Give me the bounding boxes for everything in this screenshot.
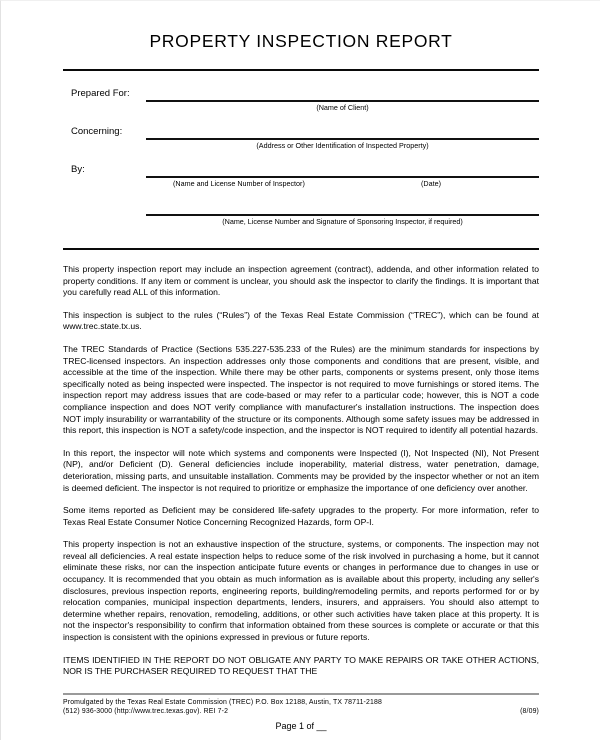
page-footer: [63, 693, 539, 731]
by-input-line[interactable]: [146, 176, 539, 178]
page-number: Page 1 of __: [275, 720, 327, 731]
concerning-label: Concerning:: [71, 126, 123, 137]
paragraph-inspection-codes: In this report, the inspector will note which systems and components were Inspected (I), Not Inspected (NI), Not Present (NP), and/or Deficient (D). General deficiencies include inoperability, material distress, water penetration, damage, deterioration, missing parts, and unsuitable installation. Comments may be provided by the inspector whether or not an item is deemed deficient. The inspector is not required to prioritize or emphasize the importance of one deficiency over another.: [63, 447, 539, 493]
paragraph-trec-rules: This inspection is subject to the rules (“Rules”) of the Texas Real Estate Commission (“TREC”), which can be found at www.trec.state.tx.us.: [63, 309, 539, 332]
title-divider: [63, 69, 539, 71]
sponsoring-inspector-input-line[interactable]: [146, 214, 539, 216]
inspector-name-caption: (Name and License Number of Inspector): [173, 179, 305, 188]
body-text: [63, 264, 539, 678]
concerning-caption: (Address or Other Identification of Inspected Property): [256, 141, 429, 150]
prepared-for-label: Prepared For:: [71, 88, 130, 99]
sponsoring-inspector-caption: (Name, License Number and Signature of Sponsoring Inspector, if required): [222, 217, 463, 226]
date-caption: (Date): [421, 179, 441, 188]
prepared-for-caption: (Name of Client): [316, 103, 369, 112]
footer-line-1: Promulgated by the Texas Real Estate Commission (TREC) P.O. Box 12188, Austin, TX 78711-2188: [63, 699, 382, 706]
form-row-prepared-for: [63, 84, 539, 122]
paragraph-no-obligation: ITEMS IDENTIFIED IN THE REPORT DO NOT OBLIGATE ANY PARTY TO MAKE REPAIRS OR TAKE OTHER ACTIONS, NOR IS THE PURCHASER REQUIRED TO REQUEST THAT THE: [63, 654, 539, 677]
footer-line-2: (512) 936-3000 (http://www.trec.texas.gov). REI 7-2: [63, 708, 229, 716]
body-divider: [63, 248, 539, 250]
footer-divider: [63, 693, 539, 695]
page-content: [63, 1, 539, 678]
form-row-sponsoring-inspector: [63, 198, 539, 242]
form-row-concerning: [63, 122, 539, 160]
paragraph-not-exhaustive: This property inspection is not an exhaustive inspection of the structure, systems, or components. The inspection may not reveal all deficiencies. A real estate inspection helps to reduce some of the risk involved in purchasing a home, but it cannot eliminate these risks, nor can the inspection anticipate future events or changes in performance due to changes in use or occupancy. It is recommended that you obtain as much information as is available about this property, including any seller's disclosures, previous inspection reports, engineering reports, building/remodeling permits, and reports performed for or by relocation companies, municipal inspection departments, lenders, insurers, and appraisers. You should also attempt to determine whether repairs, renovation, remodeling, additions, or other such activities have taken place at this property. It is not the inspector's responsibility to confirm that information obtained from these sources is complete or accurate or that this inspection is consistent with the opinions expressed in previous or future reports.: [63, 539, 539, 643]
footer-promulgation: [63, 698, 539, 717]
form-row-by: [63, 160, 539, 198]
form-fields: [63, 84, 539, 242]
concerning-input-line[interactable]: [146, 138, 539, 140]
paragraph-report-contents: This property inspection report may include an inspection agreement (contract), addenda, and other information related to property conditions. If any item or comment is unclear, you should ask the inspector to clarify the findings. It is important that you carefully read ALL of this information.: [63, 264, 539, 298]
page-title: PROPERTY INSPECTION REPORT: [149, 31, 453, 51]
by-label: By:: [71, 164, 85, 175]
footer-revision-date: (8/09): [520, 708, 539, 716]
paragraph-standards-of-practice: The TREC Standards of Practice (Sections 535.227-535.233 of the Rules) are the minimum standards for inspections by TREC-licensed inspectors. An inspection addresses only those components and conditions that are present, visible, and accessible at the time of the inspection. While there may be other parts, components or systems present, only those items specifically noted as being inspected were inspected. The inspector is not required to move furnishings or stored items. The inspection report may address issues that are code-based or may refer to a particular code; however, this is NOT a code compliance inspection and does NOT verify compliance with manufacturer's installation instructions. The inspection does NOT imply insurability or warrantability of the structure or its components. Although some safety issues may be addressed in this report, this inspection is NOT a safety/code inspection, and the inspector is NOT required to identify all potential hazards.: [63, 343, 539, 436]
paragraph-life-safety: Some items reported as Deficient may be considered life-safety upgrades to the property. For more information, refer to Texas Real Estate Consumer Notice Concerning Recognized Hazards, form OP-I.: [63, 505, 539, 527]
prepared-for-input-line[interactable]: [146, 100, 539, 102]
